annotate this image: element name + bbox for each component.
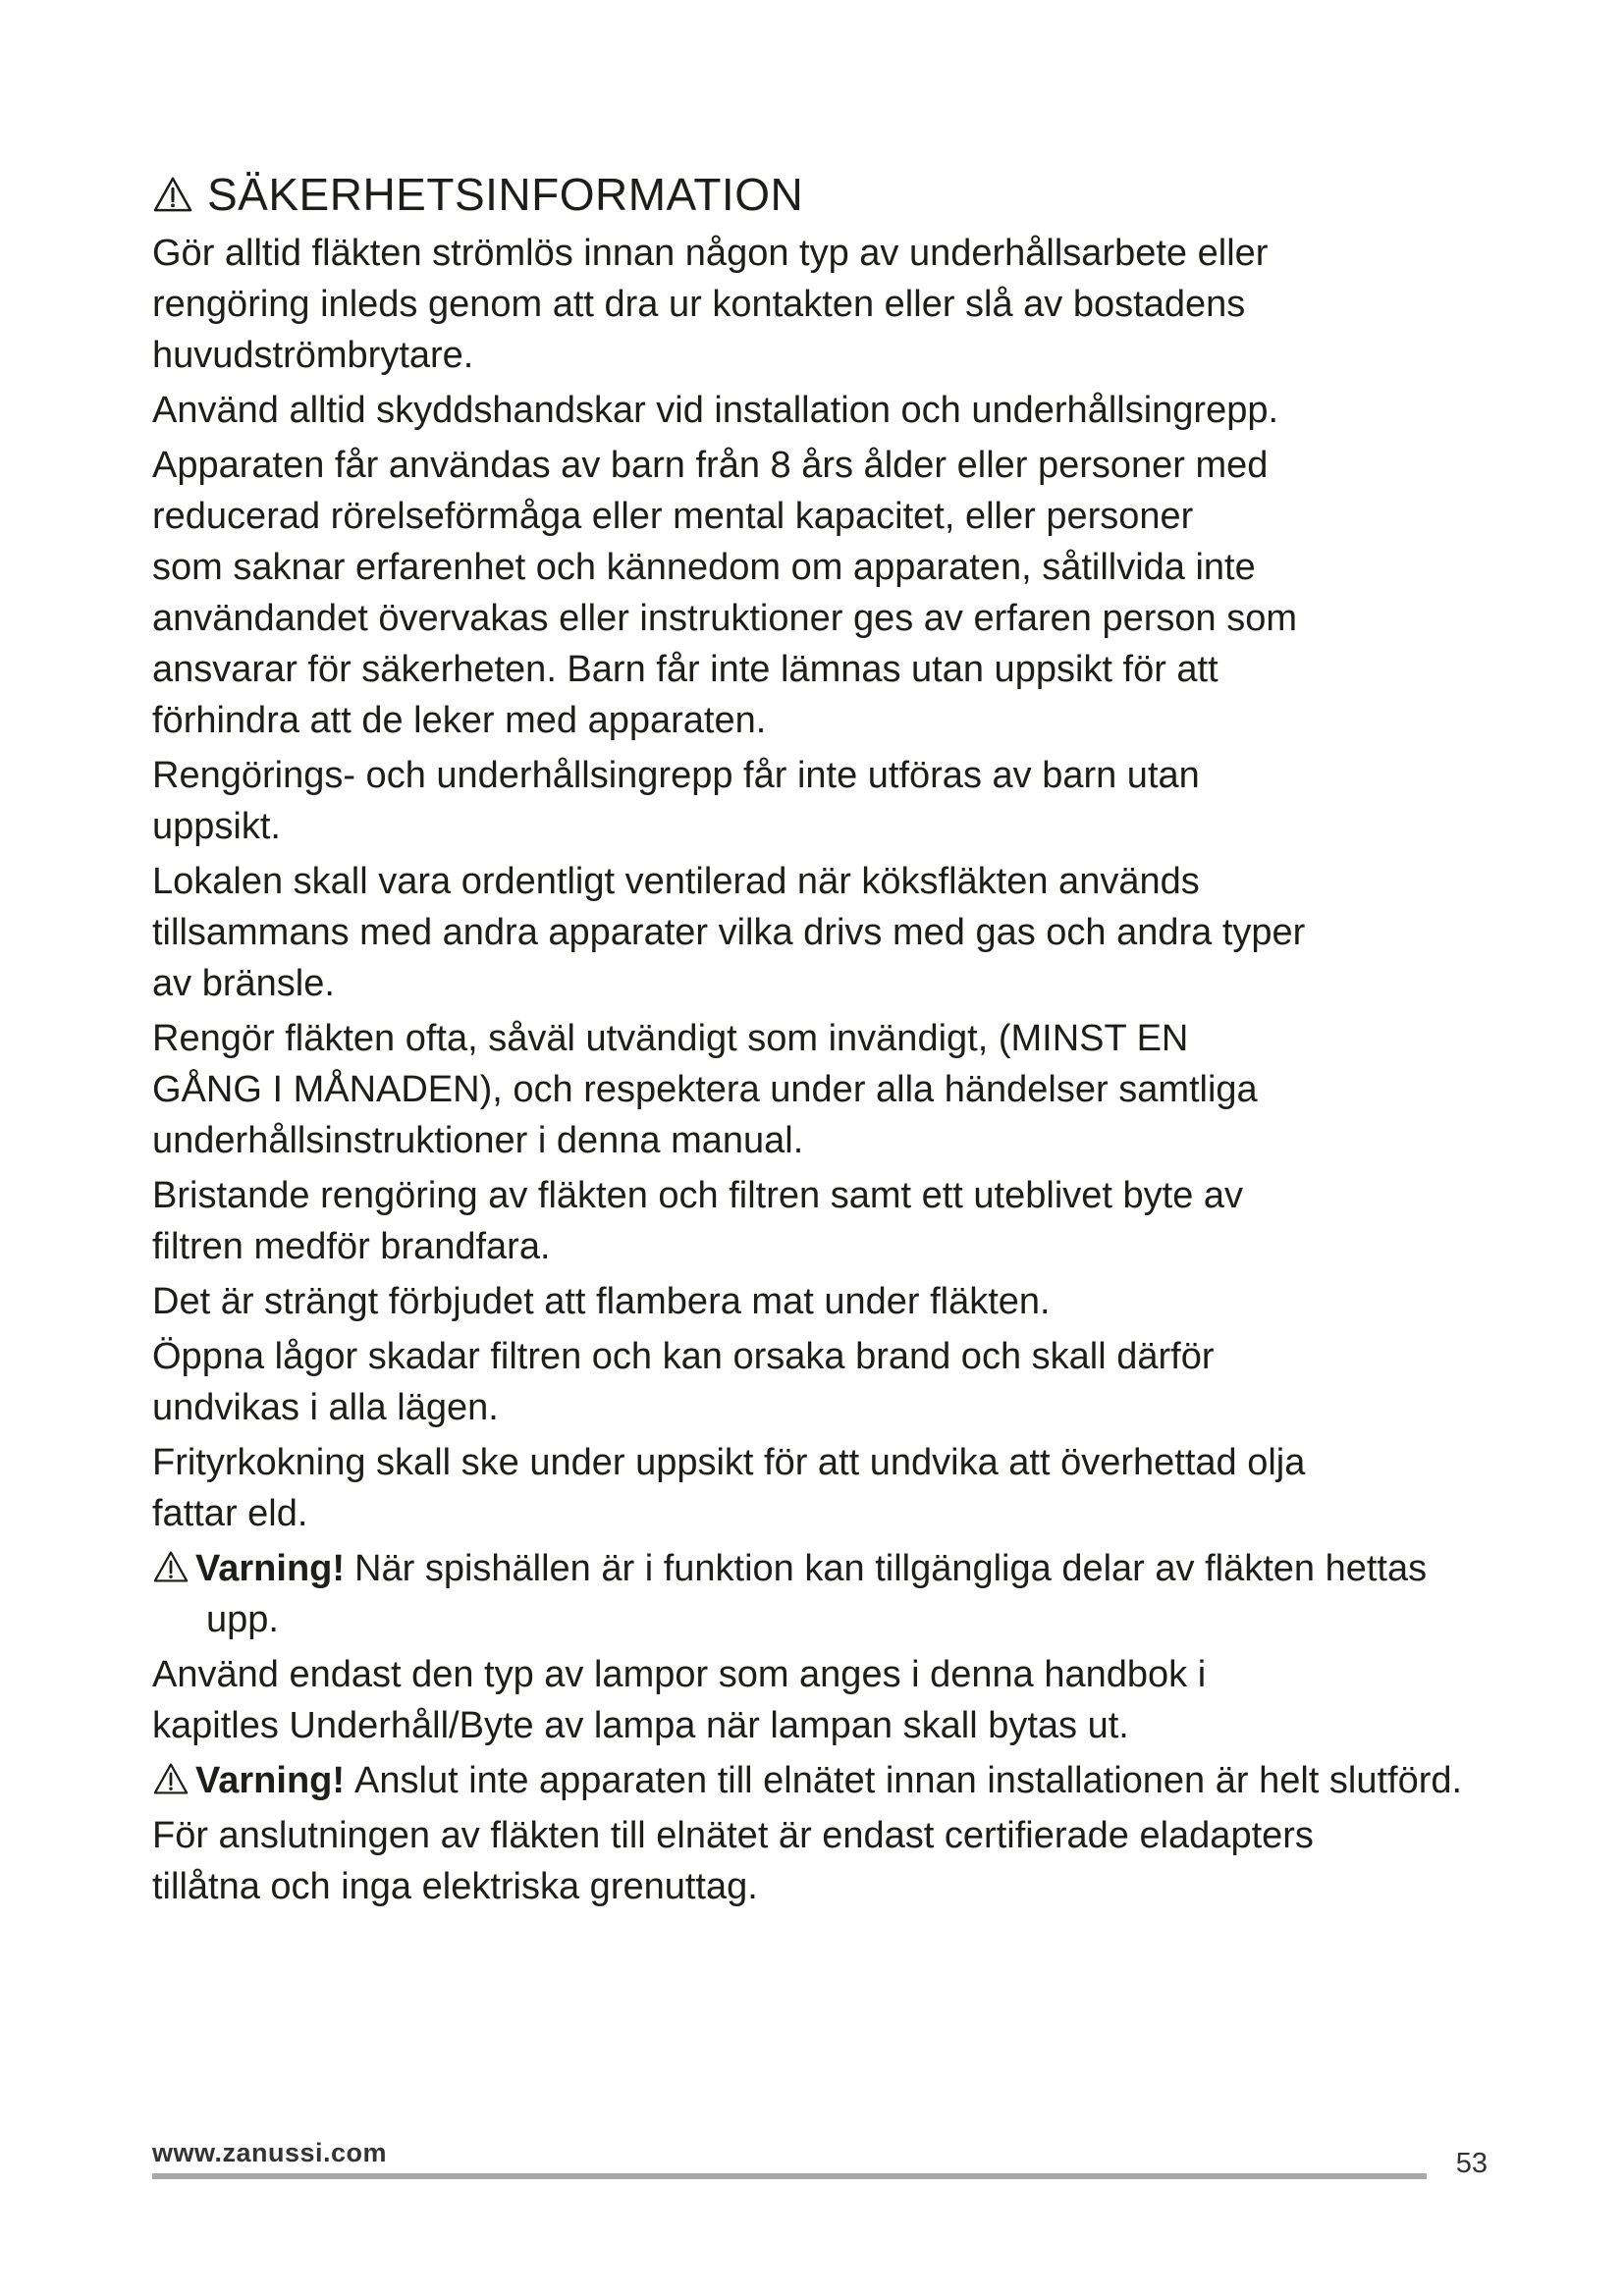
warning-text: Anslut inte apparaten till elnätet innan installationen är helt slutförd. xyxy=(354,1760,1463,1801)
warning-triangle-icon xyxy=(152,1762,189,1795)
warning-triangle-icon xyxy=(152,176,193,213)
section-heading xyxy=(152,167,1488,222)
paragraph-children-use: Apparaten får användas av barn från 8 års ålder eller personer med reducerad rörelseförmåga eller mental kapacitet, eller personer som saknar erfarenhet och kännedom om apparaten, såtillvida inte användandet övervakas eller instruktioner ges av erfaren person som ansvarar för säkerheten. Barn får inte lämnas utan uppsikt för att förhindra att de leker med apparaten. xyxy=(152,445,1297,741)
paragraph-deep-frying: Frityrkokning skall ske under uppsikt för att undvika att överhettad olja fattar eld. xyxy=(152,1442,1306,1534)
paragraph-cleaning-frequency: Rengör fläkten ofta, såväl utvändigt som invändigt, (MINST EN GÅNG I MÅNADEN), och respektera under alla händelser samtliga underhållsinstruktioner i denna manual. xyxy=(152,1018,1258,1161)
footer-divider xyxy=(152,2173,1427,2179)
warning-hot-parts xyxy=(152,1543,1488,1645)
footer-website-link[interactable]: www.zanussi.com xyxy=(152,2138,388,2167)
paragraph-fire-risk: Bristande rengöring av fläkten och filtren samt ett uteblivet byte av filtren medför brandfara. xyxy=(152,1175,1244,1267)
warning-label: Varning! xyxy=(195,1548,346,1589)
paragraph-lamps: Använd endast den typ av lampor som anges i denna handbok i kapitles Underhåll/Byte av lampa när lampan skall bytas ut. xyxy=(152,1654,1207,1746)
paragraph-open-flames: Öppna lågor skadar filtren och kan orsaka brand och skall därför undvikas i alla lägen. xyxy=(152,1336,1215,1428)
page-content xyxy=(152,167,1488,1916)
paragraph-ventilation: Lokalen skall vara ordentligt ventilerad när köksfläkten används tillsammans med andra apparater vilka drivs med gas och andra typer av bränsle. xyxy=(152,861,1306,1004)
paragraph-power-off: Gör alltid fläkten strömlös innan någon typ av underhållsarbete eller rengöring inleds genom att dra ur kontakten eller slå av bostadens huvudströmbrytare. xyxy=(152,233,1269,376)
warning-label: Varning! xyxy=(195,1760,346,1801)
section-heading-text: SÄKERHETSINFORMATION xyxy=(207,169,804,220)
paragraph-electrical: För anslutningen av fläkten till elnätet är endast certifierade eladapters tillåtna och inga elektriska grenuttag. xyxy=(152,1815,1314,1907)
paragraph-flambe: Det är strängt förbjudet att flambera mat under fläkten. xyxy=(152,1281,1051,1322)
warning-installation xyxy=(152,1755,1488,1806)
page-number: 53 xyxy=(1455,2148,1488,2179)
warning-text: När spishällen är i funktion kan tillgängliga delar av fläkten hettas upp. xyxy=(206,1548,1428,1640)
paragraph-gloves: Använd alltid skyddshandskar vid installation och underhållsingrepp. xyxy=(152,390,1279,431)
page-footer xyxy=(152,2138,1488,2177)
warning-triangle-icon xyxy=(152,1550,189,1583)
paragraph-children-cleaning: Rengörings- och underhållsingrepp får inte utföras av barn utan uppsikt. xyxy=(152,755,1200,847)
